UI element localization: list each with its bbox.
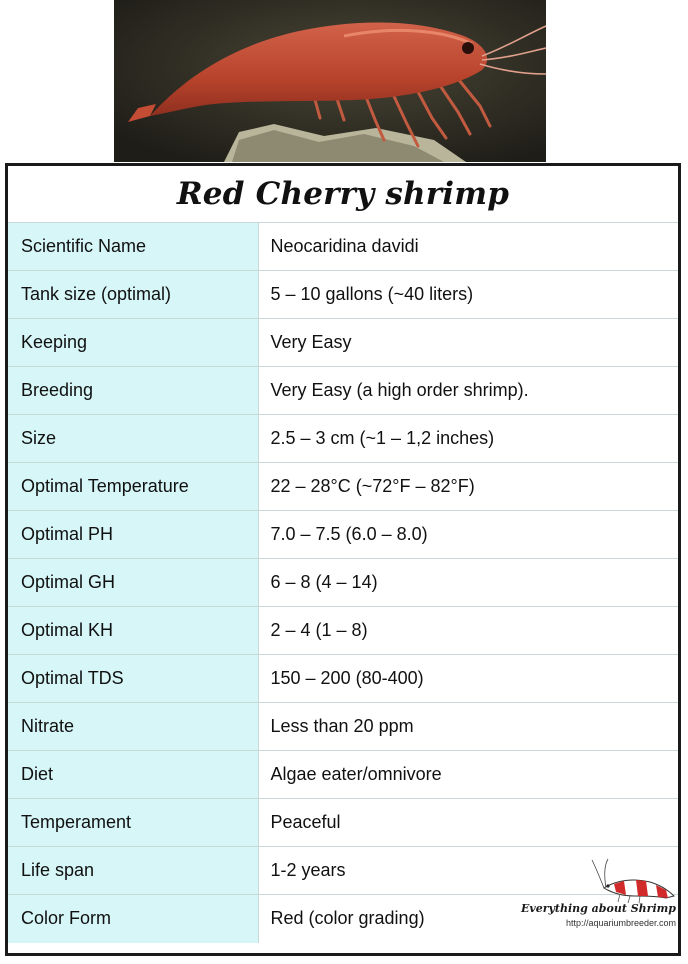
table-row [8, 703, 678, 751]
fact-value: Very Easy [258, 319, 678, 367]
fact-value: 22 – 28°C (~72°F – 82°F) [258, 463, 678, 511]
fact-label: Tank size (optimal) [8, 271, 258, 319]
fact-label: Life span [8, 847, 258, 895]
table-row [8, 751, 678, 799]
fact-value: 1-2 years [258, 847, 678, 895]
fact-label: Optimal PH [8, 511, 258, 559]
watermark-url: http://aquariumbreeder.com [565, 918, 676, 928]
table-row [8, 511, 678, 559]
table-row [8, 799, 678, 847]
table-row [8, 367, 678, 415]
species-facts-table [8, 222, 678, 943]
fact-label: Optimal GH [8, 559, 258, 607]
fact-value: 7.0 – 7.5 (6.0 – 8.0) [258, 511, 678, 559]
fact-value: Algae eater/omnivore [258, 751, 678, 799]
fact-label: Keeping [8, 319, 258, 367]
table-row [8, 559, 678, 607]
fact-label: Optimal KH [8, 607, 258, 655]
site-watermark [510, 858, 676, 934]
fact-value: 2 – 4 (1 – 8) [258, 607, 678, 655]
species-info-card [5, 163, 681, 956]
shrimp-photo [114, 0, 546, 162]
fact-value: Less than 20 ppm [258, 703, 678, 751]
fact-value: 6 – 8 (4 – 14) [258, 559, 678, 607]
table-row [8, 319, 678, 367]
watermark-brand: Everything about Shrimp [520, 902, 676, 915]
page-title: Red Cherry shrimp [176, 176, 510, 212]
fact-label: Nitrate [8, 703, 258, 751]
fact-value: Peaceful [258, 799, 678, 847]
fact-label: Scientific Name [8, 223, 258, 271]
fact-value: Very Easy (a high order shrimp). [258, 367, 678, 415]
table-row [8, 415, 678, 463]
fact-value: 2.5 – 3 cm (~1 – 1,2 inches) [258, 415, 678, 463]
crystal-red-shrimp-logo-icon [590, 858, 676, 904]
fact-label: Size [8, 415, 258, 463]
fact-label: Breeding [8, 367, 258, 415]
fact-label: Diet [8, 751, 258, 799]
fact-value: Red (color grading) [258, 895, 678, 943]
fact-value: 5 – 10 gallons (~40 liters) [258, 271, 678, 319]
fact-label: Optimal Temperature [8, 463, 258, 511]
fact-value: 150 – 200 (80-400) [258, 655, 678, 703]
table-row [8, 463, 678, 511]
fact-label: Color Form [8, 895, 258, 943]
table-row [8, 607, 678, 655]
fact-label: Temperament [8, 799, 258, 847]
fact-value: Neocaridina davidi [258, 223, 678, 271]
red-cherry-shrimp-photo-icon [114, 0, 546, 162]
table-row [8, 223, 678, 271]
fact-label: Optimal TDS [8, 655, 258, 703]
table-row [8, 655, 678, 703]
table-row [8, 271, 678, 319]
